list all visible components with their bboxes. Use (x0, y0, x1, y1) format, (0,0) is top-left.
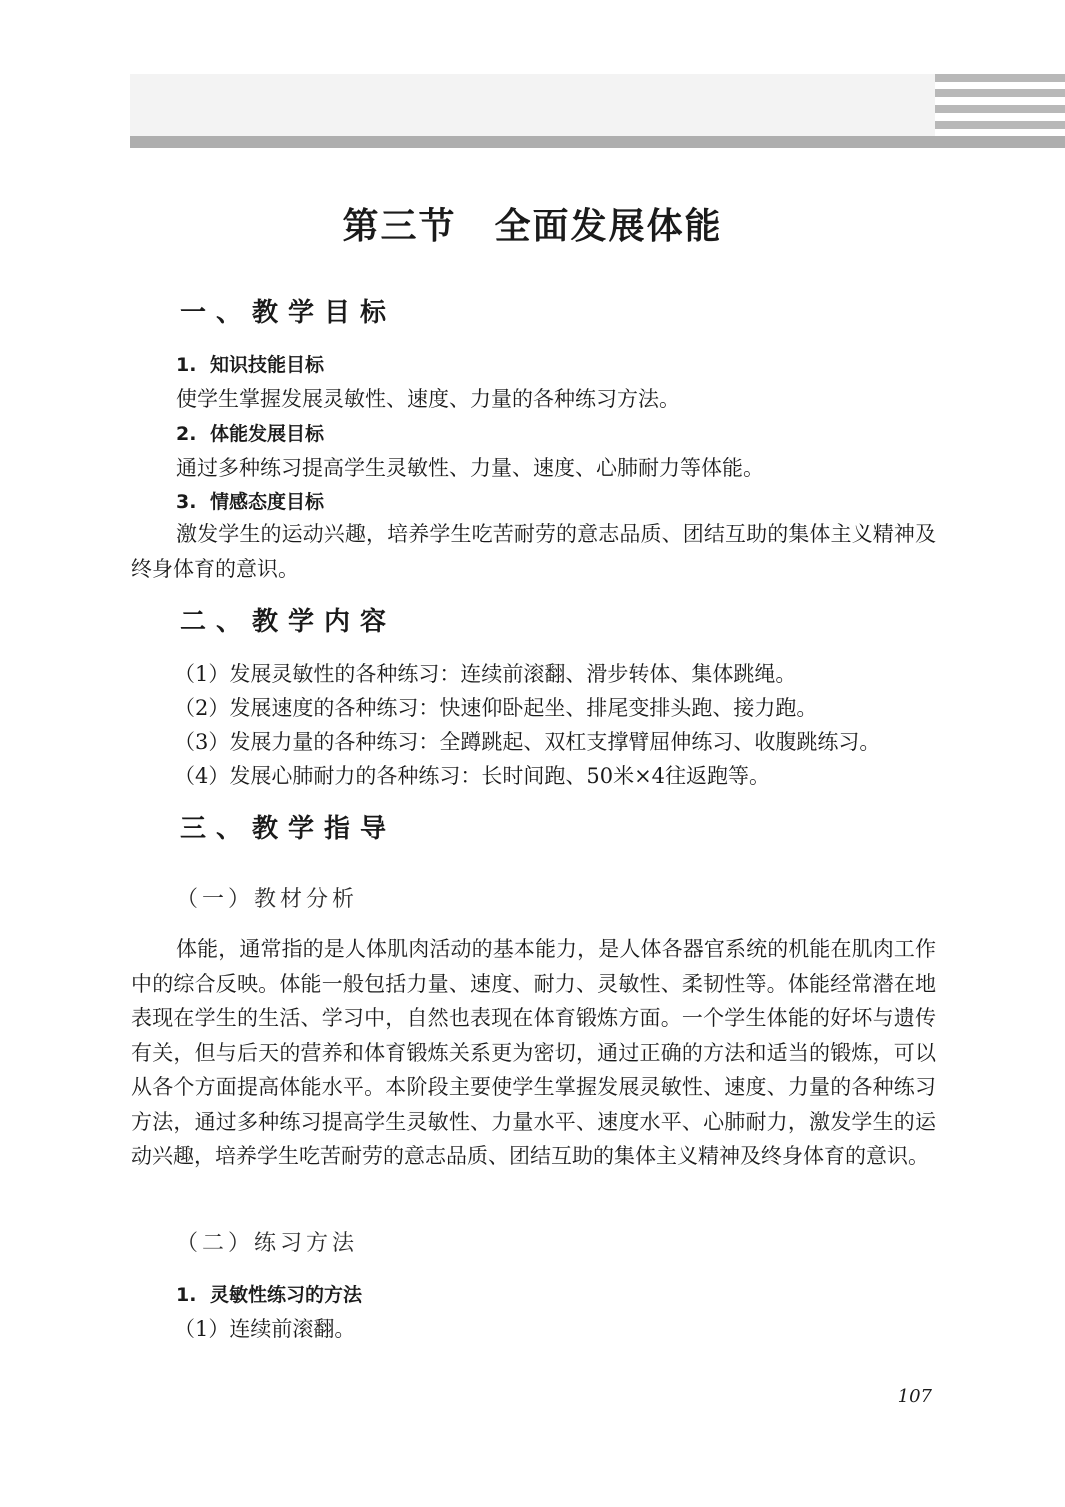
method-step: （1）连续前滚翻。 (174, 1317, 356, 1341)
objective-text: 通过多种练习提高学生灵敏性、力量、速度、心肺耐力等体能。 (176, 456, 764, 480)
method-title: 灵敏性练习的方法 (210, 1284, 363, 1306)
objective-heading (176, 419, 324, 446)
objective-number: 1. (176, 354, 197, 376)
chapter-prefix: 第三节 (342, 205, 457, 247)
analysis-paragraph: 体能，通常指的是人体肌肉活动的基本能力，是人体各器官系统的机能在肌肉工作中的综合反映。体能一般包括力量、速度、耐力、灵敏性、柔韧性等。体能经常潜在地表现在学生的生活、学习中，自然也表现在体育锻炼方面。一个学生体能的好坏与遗传有关，但与后天的营养和体育锻炼关系更为密切，通过正确的方法和适当的锻炼，可以从各个方面提高体能水平。本阶段主要使学生掌握发展灵敏性、速度、力量的各种练习方法，通过多种练习提高学生灵敏性、力量水平、速度水平、心肺耐力，激发学生的运动兴趣，培养学生吃苦耐劳的意志品质、团结互助的集体主义精神及终身体育的意识。 (131, 937, 936, 1168)
section-heading-content: 二、教学内容 (180, 607, 397, 637)
page-number: 107 (897, 1386, 932, 1407)
method-number: 1. (176, 1284, 197, 1306)
content-list-item: （3）发展力量的各种练习：全蹲跳起、双杠支撑臂屈伸练习、收腹跳练习。 (174, 730, 881, 754)
objective-number: 3. (176, 491, 197, 513)
objective-title: 体能发展目标 (210, 423, 325, 445)
objective-title: 情感态度目标 (210, 491, 325, 513)
subsection-heading-methods: （二）练习方法 (176, 1231, 359, 1256)
chapter-name: 全面发展体能 (494, 205, 723, 247)
objective-number: 2. (176, 423, 197, 445)
header-stripes (935, 74, 1065, 136)
content-list-item: （2）发展速度的各种练习：快速仰卧起坐、排尾变排头跑、接力跑。 (174, 696, 818, 720)
content-list-item: （1）发展灵敏性的各种练习：连续前滚翻、滑步转体、集体跳绳。 (174, 662, 797, 686)
objective-text: 激发学生的运动兴趣，培养学生吃苦耐劳的意志品质、团结互助的集体主义精神及终身体育的意识。 (131, 522, 936, 581)
header-band (130, 74, 935, 136)
chapter-title (0, 198, 1065, 249)
content-list-item: （4）发展心肺耐力的各种练习：长时间跑、50米×4往返跑等。 (174, 764, 771, 788)
header-rule (130, 136, 1065, 148)
section-heading-guidance: 三、教学指导 (180, 814, 397, 844)
objective-heading (176, 487, 324, 514)
method-heading (176, 1280, 362, 1307)
section-heading-objectives: 一、教学目标 (180, 298, 397, 328)
objective-heading (176, 350, 324, 377)
subsection-heading-analysis: （一）教材分析 (176, 887, 359, 912)
objective-text: 使学生掌握发展灵敏性、速度、力量的各种练习方法。 (176, 387, 680, 411)
objective-title: 知识技能目标 (210, 354, 325, 376)
